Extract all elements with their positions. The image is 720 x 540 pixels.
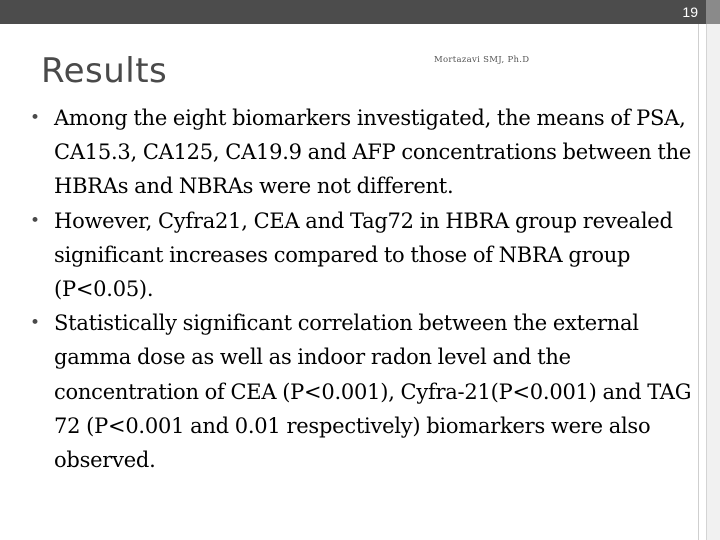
right-band-edge bbox=[706, 24, 707, 540]
slide-number: 19 bbox=[682, 4, 698, 20]
bullet-dot-icon: • bbox=[30, 313, 40, 334]
top-header-accent bbox=[706, 0, 720, 24]
bullet-dot-icon: • bbox=[30, 108, 40, 128]
bullet-text: Statistically significant correlation between the external gamma dose as well as indoor radon level and the concentration of CEA (P<0.001), Cyfra-21(P<0.001) and TAG 72 (P<0.001 and 0.01 respectively) biomarkers were also observed. bbox=[54, 311, 692, 473]
bullet-dot-icon: • bbox=[30, 210, 40, 231]
bullet-list bbox=[30, 101, 694, 477]
top-header-bar bbox=[0, 0, 706, 24]
bullet-item bbox=[30, 101, 694, 204]
bullet-item bbox=[30, 204, 694, 307]
right-side-band bbox=[706, 24, 720, 540]
bullet-item bbox=[30, 306, 694, 477]
bullet-text: Among the eight biomarkers investigated, the means of PSA, CA15.3, CA125, CA19.9 and AFP concentrations between the HBRAs and NBRAs were not different. bbox=[54, 106, 692, 199]
slide-title: Results bbox=[41, 51, 168, 91]
right-divider-line bbox=[698, 24, 699, 540]
author-credit: Mortazavi SMJ, Ph.D bbox=[434, 55, 530, 65]
bullet-text: However, Cyfra21, CEA and Tag72 in HBRA group revealed significant increases compared to those of NBRA group (P<0.05). bbox=[54, 208, 673, 302]
